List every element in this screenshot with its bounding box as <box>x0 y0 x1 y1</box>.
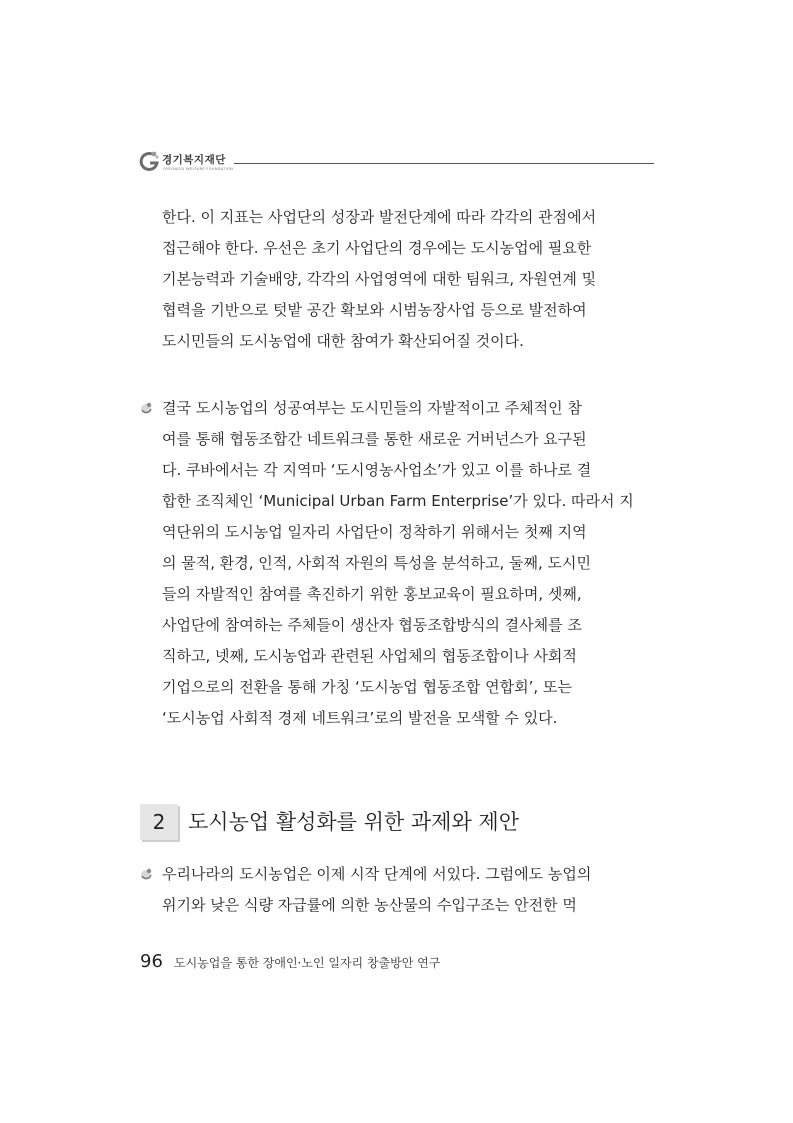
text-line: 접근해야 한다. 우선은 초기 사업단의 경우에는 도시농업에 필요한 <box>162 239 592 257</box>
text-line: 도시민들의 도시농업에 대한 참여가 확산되어질 것이다. <box>162 332 524 350</box>
text-line: 사업단에 참여하는 주체들이 생산자 협동조합방식의 결사체를 조 <box>162 616 582 634</box>
text-line: 결국 도시농업의 성공여부는 도시민들의 자발적이고 주체적인 참 <box>162 399 582 417</box>
text-line: 기업으로의 전환을 통해 가칭 ‘도시농업 협동조합 연합회’, 또는 <box>162 678 572 696</box>
org-name: 경기복지재단 <box>162 154 226 166</box>
text-line: 한다. 이 지표는 사업단의 성장과 발전단계에 따라 각각의 관점에서 <box>162 208 597 226</box>
text-line: 의 물적, 환경, 인적, 사회적 자원의 특성을 분석하고, 둘째, 도시민 <box>162 554 592 572</box>
paragraph-2 <box>162 393 655 734</box>
section-heading <box>140 804 660 844</box>
section-number: 2 <box>140 804 178 840</box>
org-subtitle: GYEONGGI WELFARE FOUNDATION <box>163 167 234 171</box>
paragraph-1 <box>162 202 655 357</box>
foundation-logo-icon <box>138 150 160 172</box>
text-line: 협력을 기반으로 텃밭 공간 확보와 시범농장사업 등으로 발전하여 <box>162 301 587 319</box>
bullet-icon <box>140 867 154 881</box>
section-title: 도시농업 활성화를 위한 과제와 제안 <box>188 810 519 834</box>
book-title: 도시농업을 통한 장애인·노인 일자리 창출방안 연구 <box>174 956 441 970</box>
page-header <box>138 148 656 178</box>
text-line: 기본능력과 기술배양, 각각의 사업영역에 대한 팀워크, 자원연계 및 <box>162 270 597 288</box>
text-line: 역단위의 도시농업 일자리 사업단이 정착하기 위해서는 첫째 지역 <box>162 523 587 541</box>
text-line: 위기와 낮은 식량 자급률에 의한 농산물의 수입구조는 안전한 먹 <box>162 896 577 914</box>
header-rule <box>234 163 654 164</box>
text-line: ‘도시농업 사회적 경제 네트워크’로의 발전을 모색할 수 있다. <box>162 709 558 727</box>
text-line: 여를 통해 협동조합간 네트워크를 통한 새로운 거버넌스가 요구된 <box>162 430 587 448</box>
text-line: 다. 쿠바에서는 각 지역마 ‘도시영농사업소’가 있고 이를 하나로 결 <box>162 461 592 479</box>
text-line: 합한 조직체인 ‘Municipal Urban Farm Enterprise’가 있다. 따라서 지 <box>162 492 634 510</box>
page-number: 96 <box>140 951 163 972</box>
text-line: 직하고, 넷째, 도시농업과 관련된 사업체의 협동조합이나 사회적 <box>162 647 577 665</box>
page-footer <box>140 951 440 972</box>
bullet-icon <box>140 401 154 415</box>
text-line: 들의 자발적인 참여를 촉진하기 위한 홍보교육이 필요하며, 셋째, <box>162 585 582 603</box>
paragraph-3 <box>162 859 655 921</box>
text-line: 우리나라의 도시농업은 이제 시작 단계에 서있다. 그럼에도 농업의 <box>162 865 592 883</box>
